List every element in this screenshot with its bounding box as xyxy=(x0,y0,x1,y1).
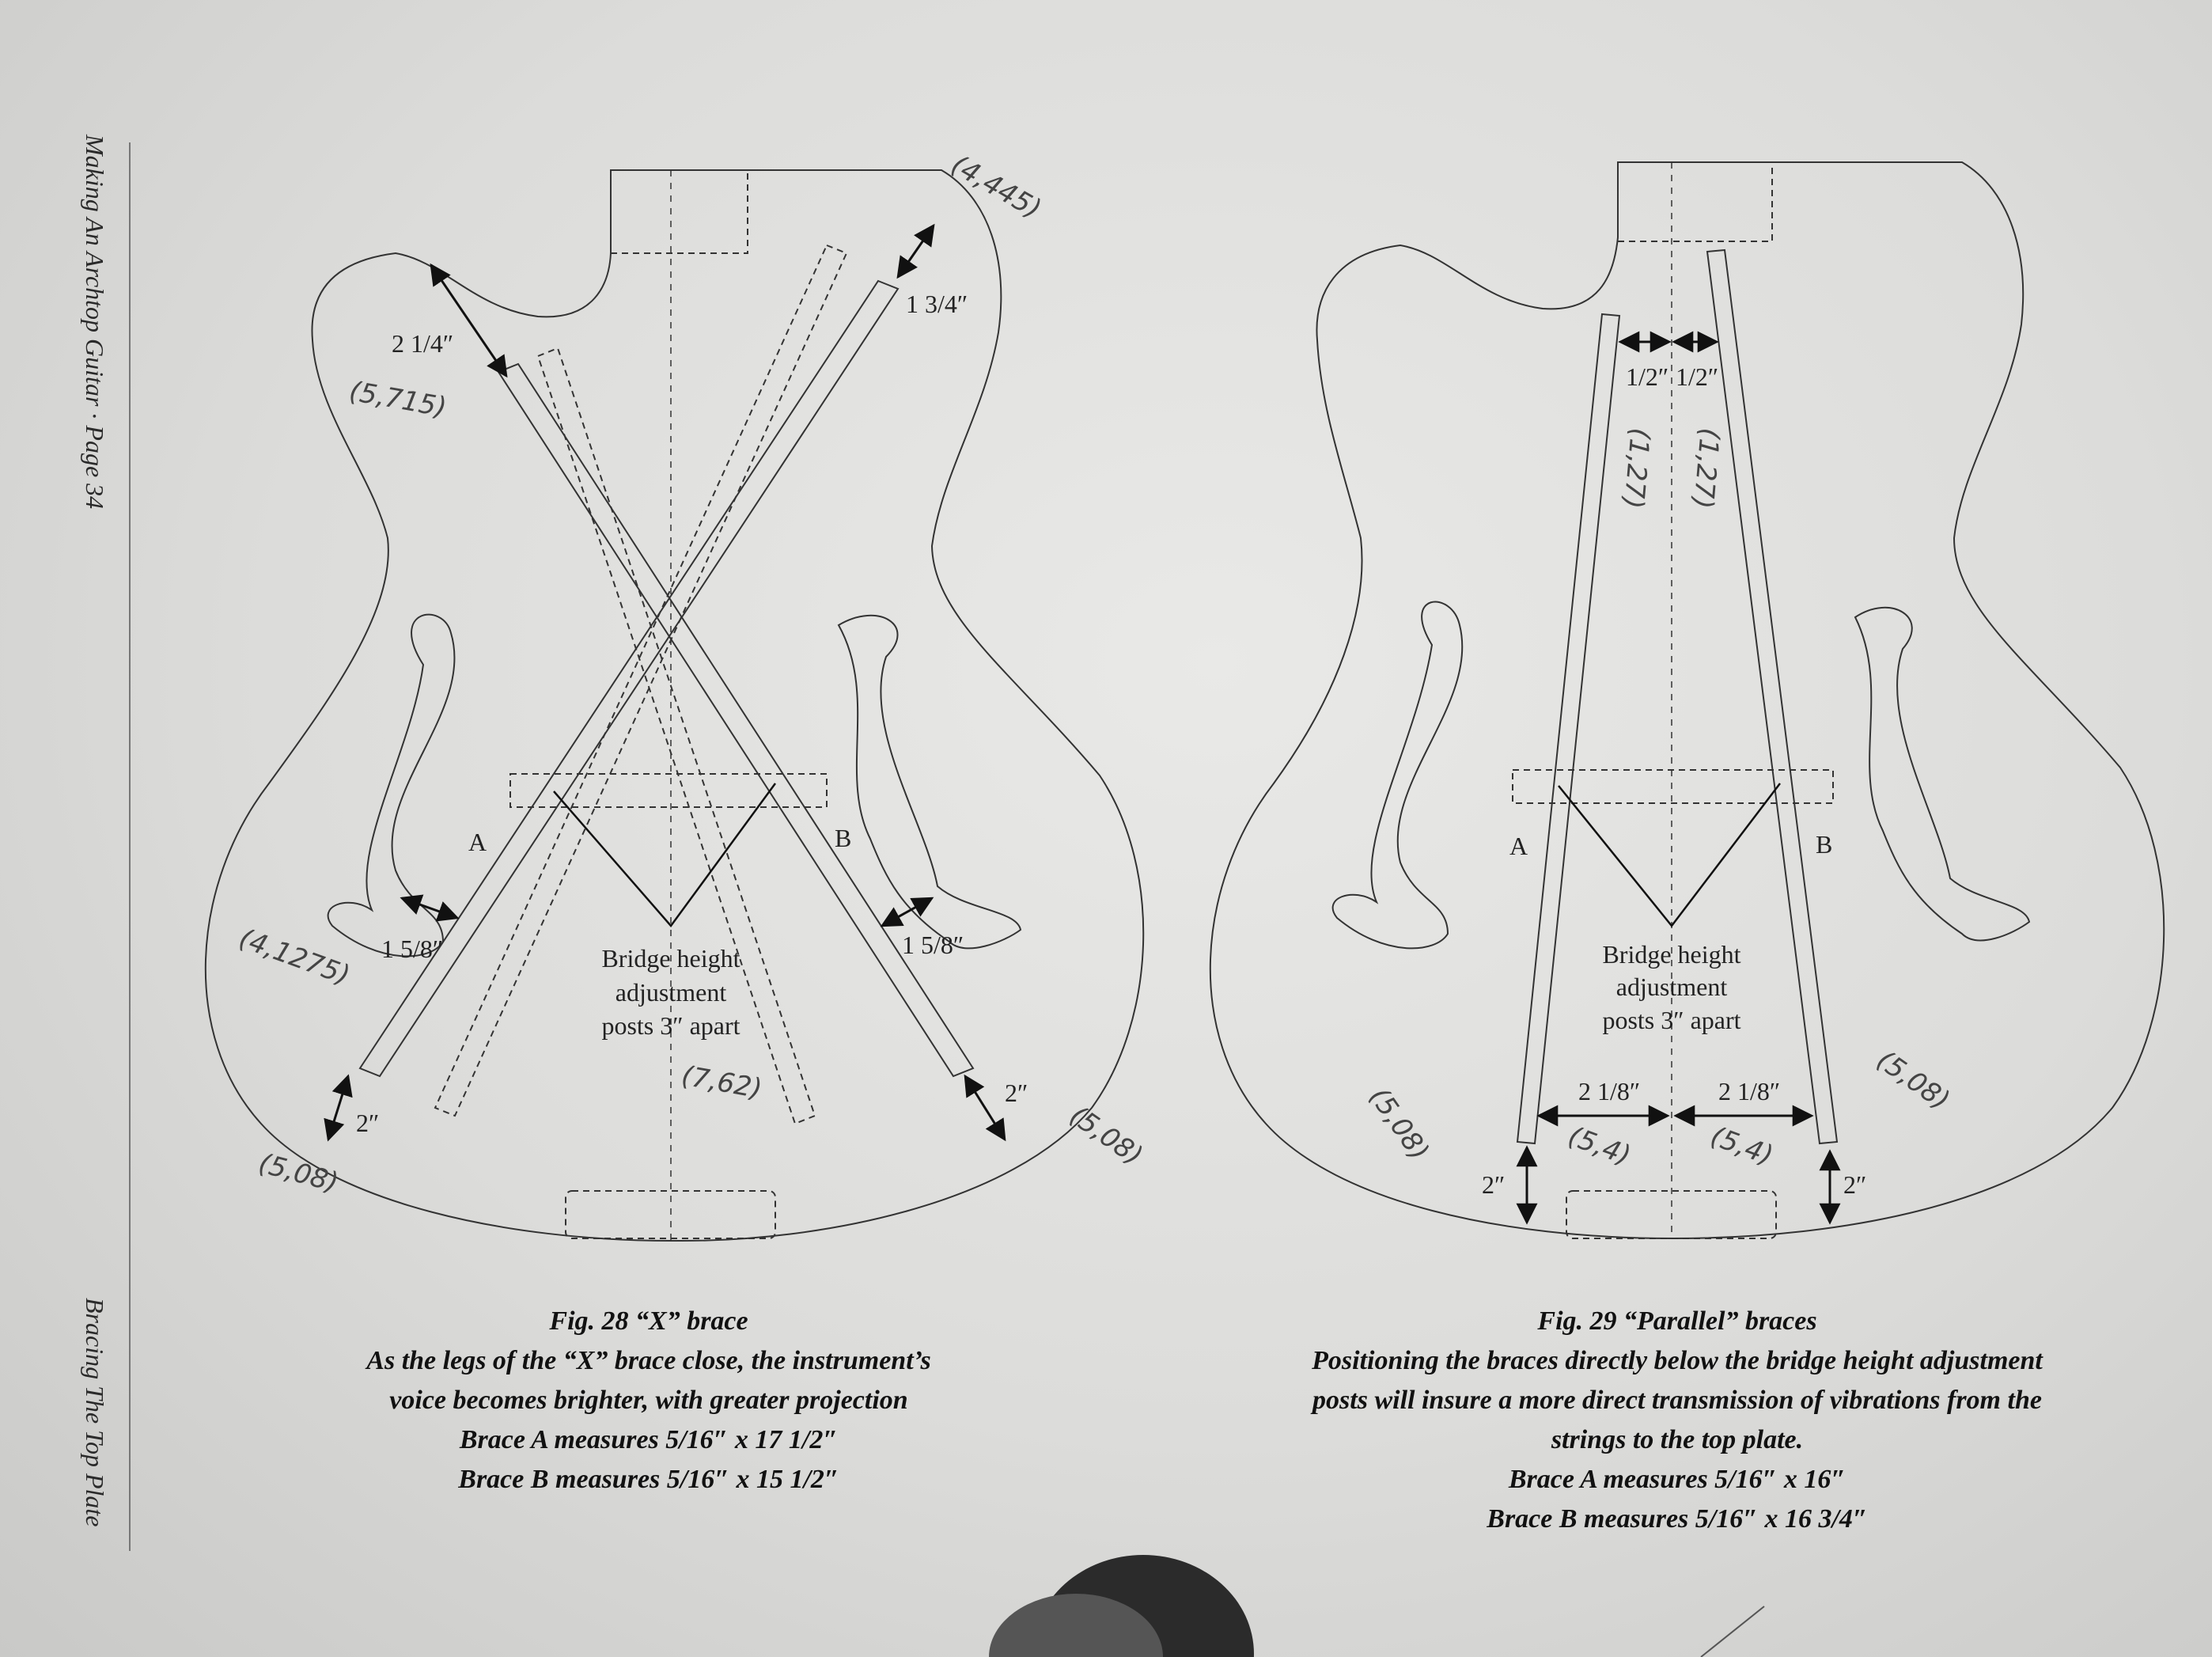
fig28-arrow-2-1-4 xyxy=(431,265,506,376)
fig28-f-hole-left xyxy=(328,615,455,957)
fig29-caption-title: Fig. 29 “Parallel” braces xyxy=(1537,1306,1817,1336)
fig29-note-54-left: (5,4) xyxy=(1563,1120,1635,1173)
fig29-note-54-right: (5,4) xyxy=(1706,1120,1778,1173)
fig28-note-508-right: (5,08) xyxy=(1063,1099,1149,1173)
fig28-note-508-left: (5,08) xyxy=(255,1147,342,1200)
fig29-diagram xyxy=(1210,162,2164,1238)
fig28-bridge-line-3: posts 3″ apart xyxy=(601,1011,740,1040)
fig29-note-127-right: (1,27) xyxy=(1687,427,1725,510)
fig28-arrow-1-5-8-left xyxy=(402,898,457,918)
fig28-dim-2-left: 2″ xyxy=(356,1109,380,1137)
fig29-note-508-right: (5,08) xyxy=(1870,1044,1956,1117)
fig29-bridge-line-2: adjustment xyxy=(1615,973,1728,1001)
fig28-arrow-1-3-4 xyxy=(898,226,934,277)
fig28-note-762: (7,62) xyxy=(679,1060,765,1105)
fig28-caption-line: As the legs of the “X” brace close, the instrument’s xyxy=(366,1346,931,1375)
fig29-label-a: A xyxy=(1509,832,1528,860)
fig29-post-lines xyxy=(1559,783,1780,926)
fig29-caption-brace-b: Brace B measures 5/16″ x 16 3/4″ xyxy=(1487,1504,1868,1534)
fig28-bridge-outline xyxy=(510,774,827,807)
fig29-dim-2-right: 2″ xyxy=(1843,1170,1867,1199)
fig29-dim-2-left: 2″ xyxy=(1482,1170,1506,1199)
fig29-dim-2-1-8-left: 2 1/8″ xyxy=(1578,1077,1641,1105)
fig29-neck-block xyxy=(1618,162,1772,241)
fig29-bridge-outline xyxy=(1513,770,1833,803)
fig29-caption xyxy=(1187,1302,2168,1539)
fig28-dim-1-3-4: 1 3/4″ xyxy=(906,290,968,318)
fig29-caption-line: posts will insure a more direct transmission of vibrations from the xyxy=(1312,1386,2042,1415)
fig29-f-hole-left xyxy=(1333,601,1463,948)
fig29-bridge-line-3: posts 3″ apart xyxy=(1602,1006,1741,1034)
fig28-post-lines xyxy=(554,783,775,926)
pencil-mark xyxy=(1701,1606,1764,1657)
fig28-caption-brace-a: Brace A measures 5/16″ x 17 1/2″ xyxy=(459,1425,839,1454)
fig29-bridge-line-1: Bridge height xyxy=(1602,940,1741,969)
fig28-dim-1-5-8-left: 1 5/8″ xyxy=(381,935,444,963)
fig28-dim-2-right: 2″ xyxy=(1005,1079,1028,1107)
fig29-caption-line: strings to the top plate. xyxy=(1551,1425,1804,1454)
fig28-dim-2-1-4: 2 1/4″ xyxy=(392,329,454,358)
fig28-dim-1-5-8-right: 1 5/8″ xyxy=(902,931,964,959)
fig29-body-outline xyxy=(1210,162,2164,1238)
fig29-caption-line: Positioning the braces directly below the bridge height adjustment xyxy=(1312,1346,2043,1375)
fig28-bridge-line-2: adjustment xyxy=(615,978,727,1007)
fig29-dim-2-1-8-right: 2 1/8″ xyxy=(1718,1077,1781,1105)
fig28-caption xyxy=(229,1302,1068,1500)
fig28-label-a: A xyxy=(468,828,487,856)
fig29-note-508-left: (5,08) xyxy=(1362,1082,1436,1166)
fig29-dim-half-left: 1/2″ xyxy=(1626,362,1669,391)
fig29-label-b: B xyxy=(1816,830,1833,859)
fig28-note-41275: (4,1275) xyxy=(234,922,354,992)
running-header: Making An Archtop Guitar · Page 34 xyxy=(81,135,109,510)
fig28-caption-line: voice becomes brighter, with greater projection xyxy=(389,1386,908,1415)
fig28-neck-block xyxy=(611,170,748,253)
fig29-note-127-left: (1,27) xyxy=(1617,427,1656,510)
fig29-dim-half-right: 1/2″ xyxy=(1676,362,1719,391)
section-title: Bracing The Top Plate xyxy=(81,1298,109,1527)
fig28-caption-title: Fig. 28 “X” brace xyxy=(549,1306,748,1336)
fig28-arrow-2-right xyxy=(965,1076,1005,1139)
fig28-arrow-2-left xyxy=(328,1076,348,1139)
fig29-f-hole-right xyxy=(1855,608,2029,941)
fig28-note-5715: (5,715) xyxy=(347,375,449,424)
fig28-note-4445: (4,445) xyxy=(945,149,1047,226)
fig28-label-b: B xyxy=(835,824,852,852)
fig28-bridge-line-1: Bridge height xyxy=(601,944,740,973)
fig28-caption-brace-b: Brace B measures 5/16″ x 15 1/2″ xyxy=(458,1465,839,1494)
fig29-caption-brace-a: Brace A measures 5/16″ x 16″ xyxy=(1508,1465,1846,1494)
